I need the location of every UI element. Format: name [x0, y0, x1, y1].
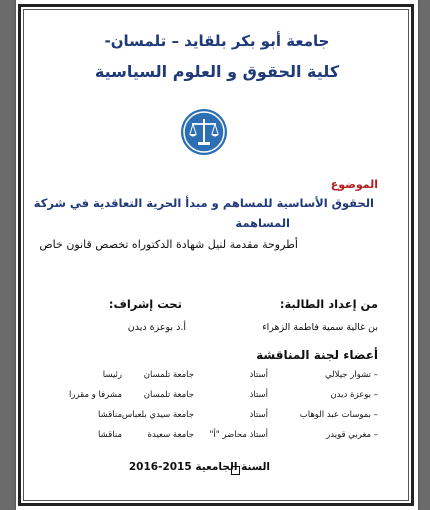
academic-year: السنة الجامعية 2015-2016 [128, 461, 270, 473]
member-rank: أستاذ محاضر "أ" [209, 430, 268, 440]
document-page [16, 0, 418, 510]
member-name: – تشوار جيلالي [324, 370, 378, 380]
committee-row [16, 370, 418, 386]
member-rank: أستاذ [249, 370, 268, 380]
member-name: – بموسات عبد الوهاب [299, 410, 378, 420]
thesis-title-line1: الحقوق الأساسية للمساهم و مبدأ الحرية التعاقدية في شركة [33, 196, 374, 210]
committee-row [16, 390, 418, 406]
student-header: من إعداد الطالبة: [279, 297, 378, 311]
scales-of-justice-icon [179, 107, 229, 157]
member-name: – مغربي قويدر [326, 430, 378, 440]
member-role: رئيسا [102, 370, 122, 380]
thesis-title-line2: المساهمة [235, 216, 290, 230]
member-role: مناقشا [98, 430, 122, 440]
committee-row [16, 430, 418, 446]
student-name: بن غالية سمية فاطمة الزهراء [262, 322, 378, 333]
member-university: جامعة تلمسان [143, 390, 194, 400]
member-rank: أستاذ [249, 390, 268, 400]
university-name: جامعة أبو بكر بلقايد – تلمسان- [104, 32, 330, 50]
member-university: جامعة سيدي بلعباس [121, 410, 194, 420]
committee-title: أعضاء لجنة المناقشة [256, 348, 378, 362]
member-name: – بوعزة ديدن [330, 390, 378, 400]
thesis-subtitle: أطروحة مقدمة لنيل شهادة الدكتوراه تخصص قانون خاص [39, 238, 298, 251]
member-rank: أستاذ [249, 410, 268, 420]
page-border-inner [23, 9, 409, 501]
member-role: مناقشا [98, 410, 122, 420]
supervisor-name: أ.د بوعزة ديدن [127, 322, 186, 333]
committee-row [16, 410, 418, 426]
faculty-name: كلية الحقوق و العلوم السياسية [94, 62, 340, 81]
subject-label: الموضوع [330, 178, 378, 191]
member-university: جامعة سعيدة [147, 430, 194, 440]
member-role: مشرفا و مقررا [69, 390, 122, 400]
supervisor-header: تحت إشراف: [108, 297, 182, 311]
member-university: جامعة تلمسان [143, 370, 194, 380]
